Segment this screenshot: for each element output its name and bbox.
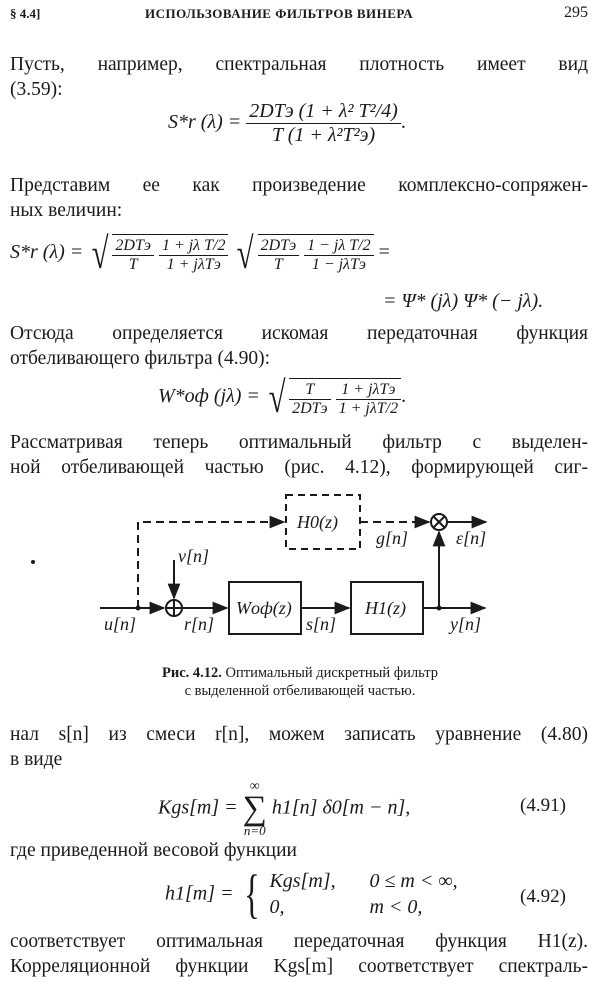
radical-sign: √ [237, 229, 254, 278]
radicand [258, 234, 374, 274]
eq-numerator: T [289, 381, 331, 400]
sigma-icon: ∑ [242, 790, 267, 827]
case-value: 0, [269, 896, 285, 918]
eq-denominator: 1 + jλT/2 [338, 399, 399, 417]
chapter-title: ИСПОЛЬЗОВАНИЕ ФИЛЬТРОВ ВИНЕРА [145, 6, 414, 21]
paragraph-line: Отсюда определяется искомая передаточная функция [10, 323, 588, 344]
eq-lhs: S*r (λ) = [10, 241, 84, 264]
page-number: 295 [564, 4, 588, 21]
case-condition: 0 ≤ m < ∞, [369, 870, 458, 892]
paragraph-line: (3.59): [10, 79, 63, 100]
eq-denominator: T [273, 255, 283, 273]
eq-denominator: 1 + jλTэ [166, 255, 221, 273]
label-e: ε[n] [456, 528, 487, 548]
eq-denominator: 1 − jλTэ [311, 255, 366, 273]
eq-lhs: S*r (λ) = [168, 111, 242, 134]
running-header [10, 4, 588, 26]
equation-whitening-filter [158, 372, 406, 423]
label-s: s[n] [306, 614, 337, 634]
paragraph-line: соответствует оптимальная передаточная функция H1(z). [10, 931, 588, 952]
eq-lhs: Kgs[m] = [158, 796, 238, 819]
eq-denominator: T [128, 255, 138, 273]
paragraph-4 [10, 430, 588, 480]
label-g: g[n] [376, 528, 409, 548]
paragraph-5 [10, 722, 588, 772]
paragraph-line: где приведенной весовой функции [10, 840, 297, 861]
paragraph-line: Рассматривая теперь оптимальный фильтр с выделен- [10, 432, 588, 453]
equation-4-91 [158, 780, 410, 838]
caption-line: Оптимальный дискретный фильтр [225, 665, 438, 681]
eq-denominator: T (1 + λ²T²э) [271, 124, 376, 146]
eq-fraction [246, 100, 401, 147]
equation-number: (4.92) [520, 886, 566, 907]
equation-spectral-density [168, 100, 406, 147]
equation-factorization-line2: = Ψ* (jλ) Ψ* (− jλ). [383, 290, 544, 312]
label-h0: H0(z) [297, 512, 338, 532]
eq-fraction [304, 237, 374, 274]
label-v: v[n] [178, 546, 209, 566]
eq-lhs: h1[m] = [165, 882, 234, 905]
eq-denominator: 2DTэ [292, 399, 328, 417]
paragraph-3 [10, 321, 588, 371]
radicand [112, 234, 228, 274]
radical-sign: √ [91, 229, 109, 278]
paragraph-line: нал s[n] из смеси r[n], можем записать уравнение (4.80) [10, 724, 588, 745]
figure-caption [0, 664, 600, 700]
equation-4-92: h1[m] = { Kgs[m], 0 ≤ m < ∞, 0, m < 0, [165, 864, 458, 924]
case-row [269, 868, 457, 894]
paragraph-line: ных величин: [10, 200, 123, 221]
paragraph-line: Корреляционной функции Kgs[m] соответствует спектраль- [10, 956, 588, 977]
label-h1: H1(z) [365, 598, 406, 618]
stray-mark [31, 560, 35, 564]
eq-end: . [400, 111, 406, 134]
sum-lower-limit: n=0 [243, 823, 266, 838]
paragraph-7 [10, 929, 588, 979]
label-r: r[n] [184, 614, 215, 634]
eq-fraction [258, 237, 300, 274]
sqrt-whitening [265, 372, 401, 423]
label-u: u[n] [104, 614, 137, 634]
summation [243, 780, 267, 838]
sqrt-2 [233, 228, 373, 279]
section-ref: § 4.4] [10, 6, 41, 21]
piecewise-cases [269, 868, 457, 920]
paragraph-2 [10, 173, 588, 223]
eq-fraction [159, 237, 229, 274]
branch-dot [437, 606, 442, 611]
radicand [289, 378, 401, 418]
radical-sign: √ [268, 373, 286, 422]
label-wof: Wоф(z) [236, 598, 292, 618]
eq-numerator: 2DTэ [258, 237, 300, 256]
paragraph-line: Пусть, например, спектральная плотность имеет вид [10, 54, 588, 75]
paragraph-line: ной отбеливающей частью (рис. 4.12), формирующей сиг- [10, 457, 588, 478]
eq-rhs: h1[n] δ0[m − n], [271, 796, 411, 819]
case-row [269, 894, 457, 920]
eq-fraction [336, 381, 402, 418]
paragraph-line: Представим ее как произведение комплексно-сопряжен- [10, 175, 588, 196]
eq-lhs: W*оф (jλ) = [158, 385, 260, 408]
eq-numerator: 2DTэ (1 + λ² T²/4) [246, 100, 401, 124]
paragraph-line: в виде [10, 749, 63, 770]
caption-line: с выделенной отбеливающей частью. [184, 683, 416, 699]
sum-upper-limit: ∞ [249, 779, 260, 794]
eq-numerator: 2DTэ [112, 237, 154, 256]
eq-numerator: 1 + jλ T/2 [159, 237, 229, 256]
branch-dot [136, 606, 141, 611]
label-y: y[n] [450, 614, 481, 634]
equation-number: (4.91) [520, 795, 566, 816]
eq-end: . [401, 385, 407, 408]
sqrt-1 [88, 228, 228, 279]
eq-fraction [289, 381, 331, 418]
caption-label: Рис. 4.12. [162, 665, 222, 681]
equation-factorization [10, 228, 390, 279]
paragraph-1 [10, 52, 588, 102]
paragraph-6 [10, 838, 588, 863]
paragraph-line: отбеливающего фильтра (4.90): [10, 348, 271, 369]
eq-equals: = [378, 241, 390, 264]
case-condition: m < 0, [369, 896, 423, 918]
case-value: Kgs[m], [269, 870, 336, 892]
eq-numerator: 1 + jλTэ [336, 381, 402, 400]
eq-numerator: 1 − jλ T/2 [304, 237, 374, 256]
block-diagram [0, 478, 600, 658]
eq-fraction [112, 237, 154, 274]
